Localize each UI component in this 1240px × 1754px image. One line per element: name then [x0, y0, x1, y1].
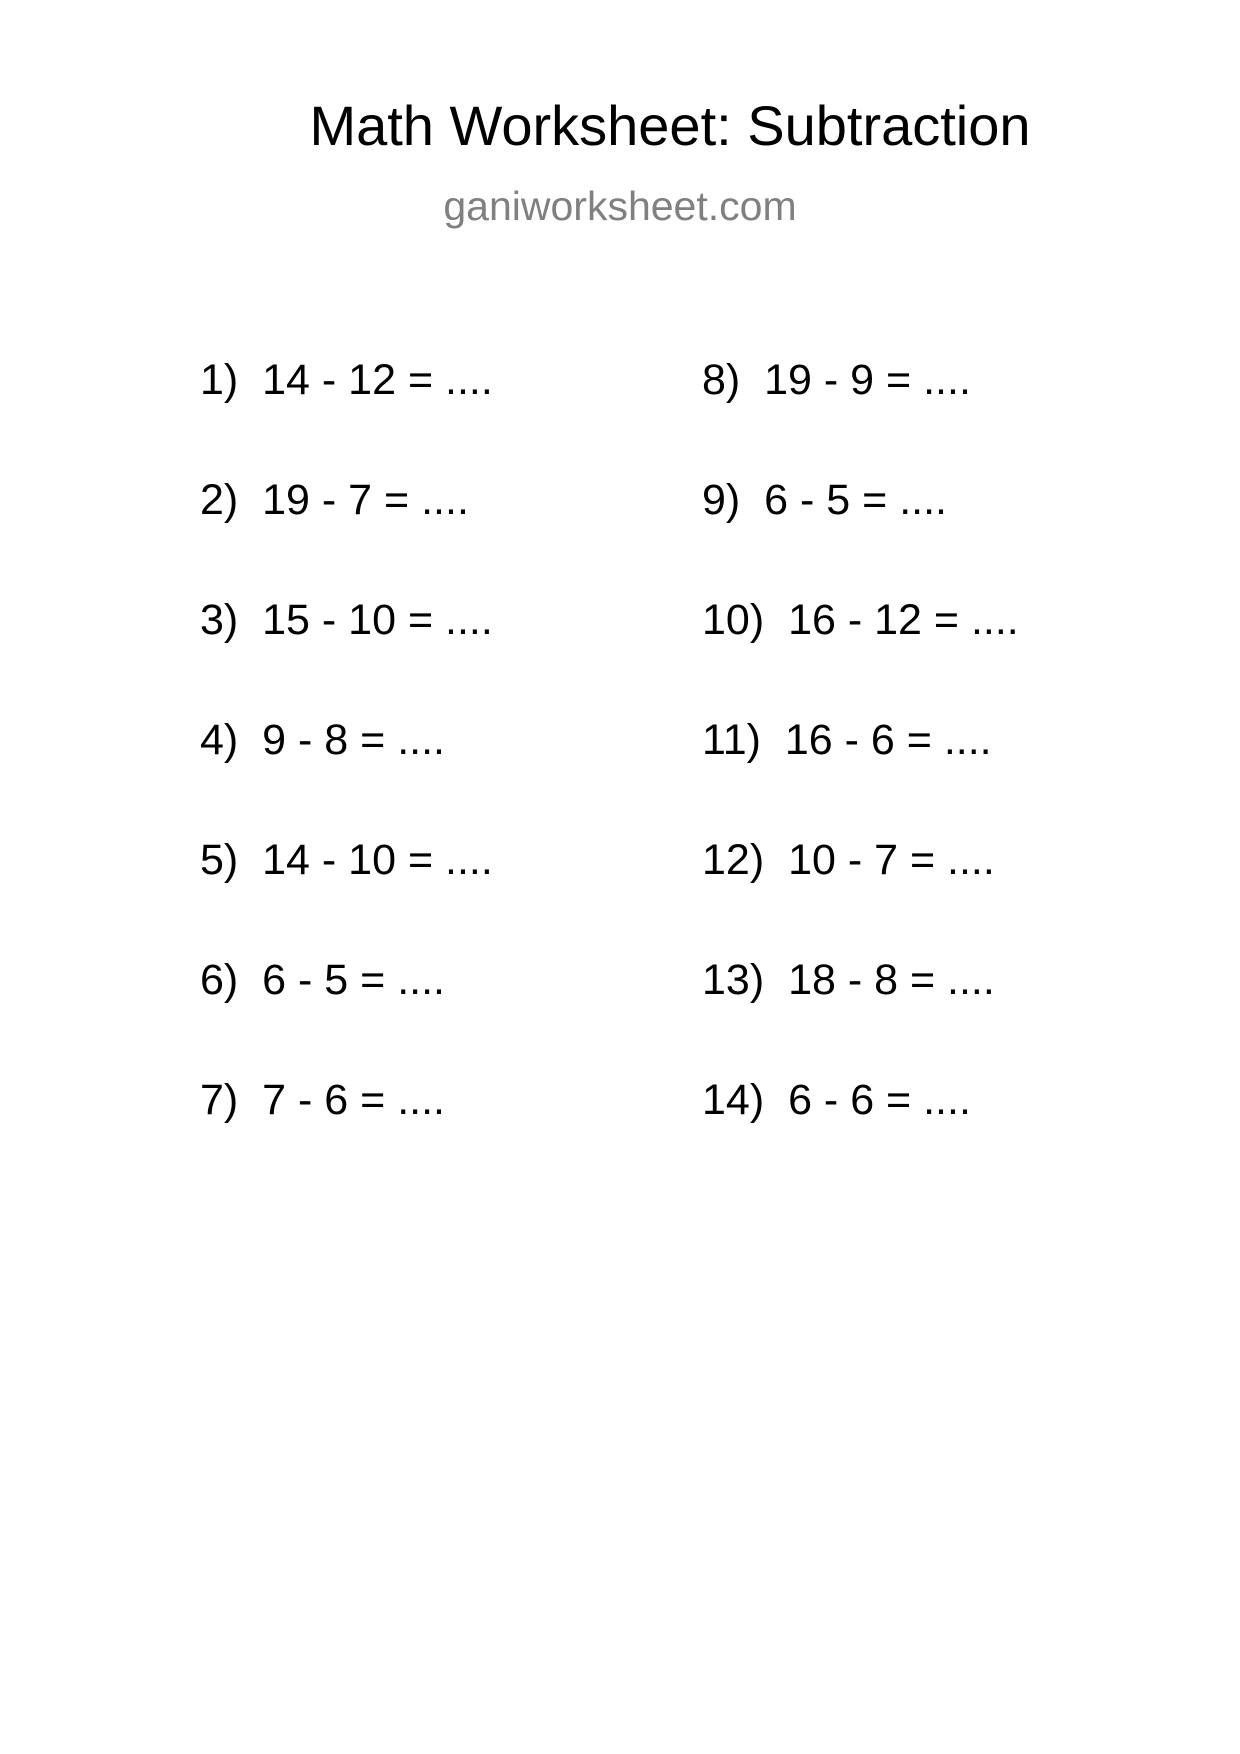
- problem-2: [200, 475, 493, 595]
- problem-expression: 15 - 10 = ....: [262, 596, 493, 644]
- problem-column-right: [702, 355, 1019, 1195]
- problem-number: 11): [702, 716, 761, 764]
- problem-expression: 10 - 7 = ....: [788, 836, 995, 884]
- problem-expression: 14 - 12 = ....: [262, 356, 493, 404]
- page-title: Math Worksheet: Subtraction: [309, 94, 1031, 157]
- problem-expression: 16 - 12 = ....: [788, 596, 1019, 644]
- problem-4: [200, 715, 493, 835]
- problem-12: [702, 835, 1019, 955]
- problem-1: [200, 355, 493, 475]
- problem-number: 7): [200, 1076, 239, 1124]
- problem-5: [200, 835, 493, 955]
- problem-number: 4): [200, 716, 239, 764]
- problem-number: 3): [200, 596, 239, 644]
- problem-expression: 16 - 6 = ....: [784, 716, 992, 764]
- problem-expression: 14 - 10 = ....: [262, 836, 493, 884]
- problem-11: [702, 715, 1019, 835]
- problem-13: [702, 955, 1019, 1075]
- problem-number: 6): [200, 956, 239, 1004]
- problem-number: 9): [702, 476, 741, 524]
- problem-10: [702, 595, 1019, 715]
- site-name: ganiworksheet.com: [443, 183, 797, 229]
- problem-number: 10): [702, 596, 765, 644]
- problem-number: 14): [702, 1076, 765, 1124]
- problem-number: 12): [702, 836, 765, 884]
- problem-column-left: [200, 355, 493, 1195]
- problem-expression: 19 - 7 = ....: [262, 476, 469, 524]
- problem-3: [200, 595, 493, 715]
- problem-6: [200, 955, 493, 1075]
- problem-expression: 6 - 5 = ....: [262, 956, 445, 1004]
- problem-7: [200, 1075, 493, 1195]
- problem-expression: 6 - 5 = ....: [764, 476, 947, 524]
- problem-14: [702, 1075, 1019, 1195]
- problem-number: 5): [200, 836, 239, 884]
- problem-expression: 9 - 8 = ....: [262, 716, 445, 764]
- problem-expression: 18 - 8 = ....: [788, 956, 995, 1004]
- problem-expression: 7 - 6 = ....: [262, 1076, 445, 1124]
- problem-number: 2): [200, 476, 239, 524]
- problem-expression: 6 - 6 = ....: [788, 1076, 971, 1124]
- problem-number: 13): [702, 956, 765, 1004]
- problem-expression: 19 - 9 = ....: [764, 356, 971, 404]
- problem-9: [702, 475, 1019, 595]
- problem-number: 1): [200, 356, 239, 404]
- problem-number: 8): [702, 356, 741, 404]
- problem-8: [702, 355, 1019, 475]
